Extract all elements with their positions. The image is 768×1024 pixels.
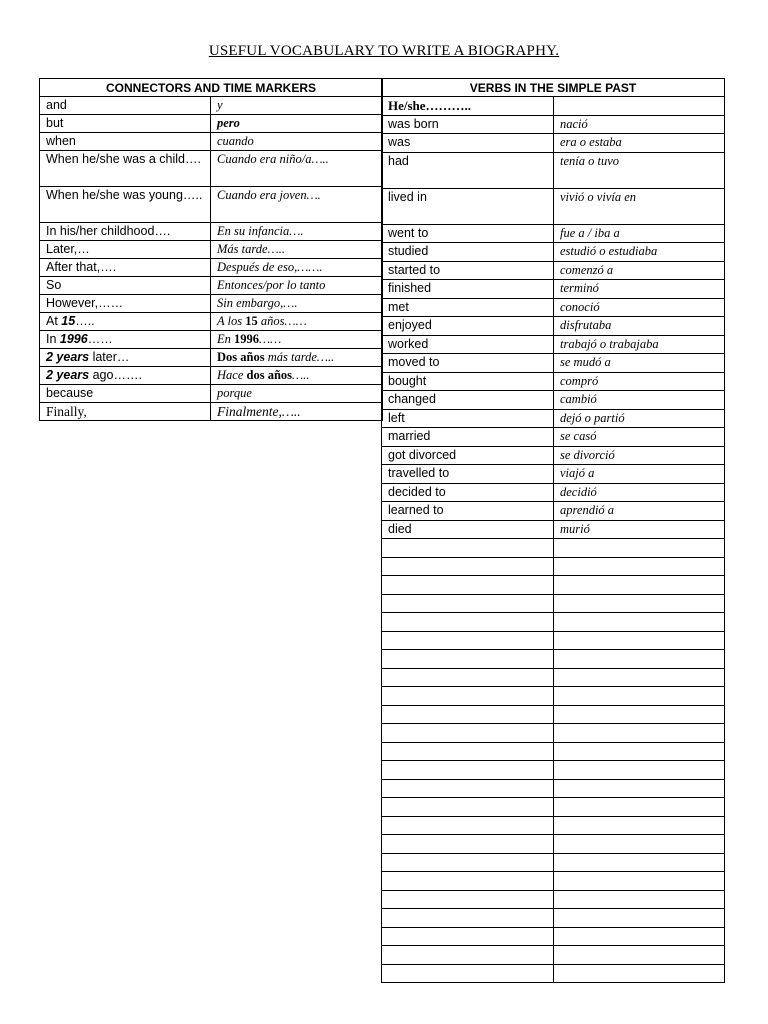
blank-cell[interactable] (554, 539, 725, 558)
connector-es: cuando (211, 133, 383, 151)
verb-en: went to (382, 224, 554, 243)
blank-cell[interactable] (554, 779, 725, 798)
table-row (40, 241, 383, 259)
blank-row (382, 650, 725, 669)
subject-cell: He/she……….. (382, 97, 554, 116)
verb-en: married (382, 428, 554, 447)
connector-en: but (40, 115, 211, 133)
table-row (40, 331, 383, 349)
connector-en: 2 years later… (40, 349, 211, 367)
connector-es: Finalmente,….. (211, 403, 383, 421)
blank-cell[interactable] (554, 742, 725, 761)
connector-es: En su infancia…. (211, 223, 383, 241)
blank-cell[interactable] (554, 853, 725, 872)
table-row (382, 243, 725, 262)
table-row (382, 224, 725, 243)
blank-cell[interactable] (554, 798, 725, 817)
blank-cell[interactable] (554, 631, 725, 650)
table-row (382, 483, 725, 502)
connector-en: Finally, (40, 403, 211, 421)
blank-row (382, 613, 725, 632)
verb-en: studied (382, 243, 554, 262)
blank-row (382, 890, 725, 909)
connector-es: Después de eso,……. (211, 259, 383, 277)
connector-es: porque (211, 385, 383, 403)
verb-en: was born (382, 115, 554, 134)
blank-cell[interactable] (382, 539, 554, 558)
blank-row (382, 816, 725, 835)
blank-row (382, 835, 725, 854)
verb-en: met (382, 298, 554, 317)
blank-row (382, 557, 725, 576)
connector-en: After that,…. (40, 259, 211, 277)
verb-es: vivió o vivía en (554, 188, 725, 224)
verb-en: decided to (382, 483, 554, 502)
table-row (382, 391, 725, 410)
blank-row (382, 705, 725, 724)
table-row (382, 372, 725, 391)
blank-row (382, 724, 725, 743)
connector-es: Sin embargo,…. (211, 295, 383, 313)
blank-cell[interactable] (554, 576, 725, 595)
blank-cell[interactable] (554, 705, 725, 724)
blank-cell[interactable] (554, 613, 725, 632)
connector-en: However,…… (40, 295, 211, 313)
connector-en: Later,… (40, 241, 211, 259)
blank-row (382, 964, 725, 983)
blank-row (382, 872, 725, 891)
connector-es: Cuando era niño/a….. (211, 151, 383, 187)
verb-es: conoció (554, 298, 725, 317)
blank-cell[interactable] (382, 816, 554, 835)
blank-row (382, 761, 725, 780)
verb-es: tenía o tuvo (554, 152, 725, 188)
table-row (382, 335, 725, 354)
verb-en: moved to (382, 354, 554, 373)
table-row (382, 115, 725, 134)
verb-en: died (382, 520, 554, 539)
verb-es: disfrutaba (554, 317, 725, 336)
blank-cell[interactable] (382, 798, 554, 817)
verb-es: se divorció (554, 446, 725, 465)
blank-cell[interactable] (382, 909, 554, 928)
table-row (40, 187, 383, 223)
blank-row (382, 594, 725, 613)
verb-es: terminó (554, 280, 725, 299)
table-row (40, 133, 383, 151)
table-row (40, 403, 383, 421)
verb-es: dejó o partió (554, 409, 725, 428)
connector-en: when (40, 133, 211, 151)
table-row (40, 277, 383, 295)
table-row (382, 261, 725, 280)
table-row (40, 97, 383, 115)
blank-cell[interactable] (554, 724, 725, 743)
blank-cell[interactable] (554, 872, 725, 891)
blank-cell[interactable] (382, 705, 554, 724)
table-row (382, 97, 725, 116)
verb-es: nació (554, 115, 725, 134)
blank-cell[interactable] (554, 927, 725, 946)
blank-row (382, 539, 725, 558)
blank-cell[interactable] (382, 835, 554, 854)
table-row (40, 313, 383, 331)
blank-row (382, 853, 725, 872)
blank-cell[interactable] (382, 927, 554, 946)
table-row (382, 317, 725, 336)
blank-cell[interactable] (382, 557, 554, 576)
connector-es: Entonces/por lo tanto (211, 277, 383, 295)
verb-es: comenzó a (554, 261, 725, 280)
blank-row (382, 576, 725, 595)
blank-cell[interactable] (554, 650, 725, 669)
verb-en: lived in (382, 188, 554, 224)
connector-en: So (40, 277, 211, 295)
verb-en: worked (382, 335, 554, 354)
blank-cell[interactable] (382, 576, 554, 595)
verb-es: aprendió a (554, 502, 725, 521)
verb-es: murió (554, 520, 725, 539)
blank-cell[interactable] (382, 946, 554, 965)
table-row (40, 259, 383, 277)
blank-row (382, 779, 725, 798)
verb-en: enjoyed (382, 317, 554, 336)
blank-row (382, 909, 725, 928)
table-row (40, 367, 383, 385)
verb-es: estudió o estudiaba (554, 243, 725, 262)
blank-cell[interactable] (554, 761, 725, 780)
blank-cell[interactable] (554, 557, 725, 576)
table-row (382, 134, 725, 153)
blank-row (382, 946, 725, 965)
blank-row (382, 631, 725, 650)
connector-es: Cuando era joven…. (211, 187, 383, 223)
verbs-table (381, 78, 725, 983)
connectors-table (39, 78, 383, 421)
blank-row (382, 668, 725, 687)
table-row (382, 280, 725, 299)
blank-cell[interactable] (554, 890, 725, 909)
table-row (382, 465, 725, 484)
blank-cell[interactable] (554, 909, 725, 928)
blank-cell[interactable] (382, 724, 554, 743)
verb-en: was (382, 134, 554, 153)
table-row (382, 188, 725, 224)
verb-en: finished (382, 280, 554, 299)
blank-cell[interactable] (382, 631, 554, 650)
verb-es: trabajó o trabajaba (554, 335, 725, 354)
table-row (382, 520, 725, 539)
table-row (382, 428, 725, 447)
verb-es: fue a / iba a (554, 224, 725, 243)
blank-cell[interactable] (382, 779, 554, 798)
connector-en: 2 years ago……. (40, 367, 211, 385)
table-row (382, 298, 725, 317)
connector-es: En 1996…… (211, 331, 383, 349)
blank-cell[interactable] (382, 761, 554, 780)
verb-en: travelled to (382, 465, 554, 484)
blank-cell[interactable] (382, 964, 554, 983)
connector-en: In his/her childhood…. (40, 223, 211, 241)
blank-cell[interactable] (554, 594, 725, 613)
connectors-header: CONNECTORS AND TIME MARKERS (40, 79, 383, 97)
blank-cell[interactable] (382, 650, 554, 669)
connector-en: because (40, 385, 211, 403)
verb-es: se casó (554, 428, 725, 447)
connector-es: A los 15 años…… (211, 313, 383, 331)
table-row (40, 115, 383, 133)
connector-en: In 1996…… (40, 331, 211, 349)
table-row (382, 446, 725, 465)
verb-en: bought (382, 372, 554, 391)
table-row (382, 502, 725, 521)
table-row (40, 151, 383, 187)
table-row (40, 223, 383, 241)
connector-es: Dos años más tarde….. (211, 349, 383, 367)
blank-cell[interactable] (554, 835, 725, 854)
verb-es: decidió (554, 483, 725, 502)
verb-es: compró (554, 372, 725, 391)
blank-cell[interactable] (382, 668, 554, 687)
connector-es: pero (211, 115, 383, 133)
connector-es: Hace dos años….. (211, 367, 383, 385)
connector-es: Más tarde….. (211, 241, 383, 259)
blank-cell[interactable] (382, 872, 554, 891)
connector-en: At 15….. (40, 313, 211, 331)
verb-en: left (382, 409, 554, 428)
blank-cell[interactable] (554, 816, 725, 835)
connector-es: y (211, 97, 383, 115)
blank-row (382, 687, 725, 706)
table-row (382, 152, 725, 188)
table-row (382, 409, 725, 428)
blank-row (382, 927, 725, 946)
verb-en: had (382, 152, 554, 188)
verb-es: se mudó a (554, 354, 725, 373)
connector-en: and (40, 97, 211, 115)
verb-es: cambió (554, 391, 725, 410)
blank-cell[interactable] (554, 687, 725, 706)
blank-cell[interactable] (382, 742, 554, 761)
connector-en: When he/she was young….. (40, 187, 211, 223)
blank-cell[interactable] (382, 687, 554, 706)
table-row (40, 385, 383, 403)
verbs-header: VERBS IN THE SIMPLE PAST (382, 79, 725, 97)
verb-en: changed (382, 391, 554, 410)
blank-row (382, 742, 725, 761)
blank-cell[interactable] (382, 613, 554, 632)
page-title: USEFUL VOCABULARY TO WRITE A BIOGRAPHY. (208, 43, 560, 59)
subject-translation-cell (554, 97, 725, 116)
verb-es: viajó a (554, 465, 725, 484)
blank-cell[interactable] (554, 964, 725, 983)
blank-cell[interactable] (554, 668, 725, 687)
verb-en: learned to (382, 502, 554, 521)
blank-cell[interactable] (382, 890, 554, 909)
blank-cell[interactable] (554, 946, 725, 965)
table-row (40, 295, 383, 313)
connector-en: When he/she was a child…. (40, 151, 211, 187)
verb-es: era o estaba (554, 134, 725, 153)
table-row (40, 349, 383, 367)
table-row (382, 354, 725, 373)
blank-cell[interactable] (382, 594, 554, 613)
verb-en: started to (382, 261, 554, 280)
verb-en: got divorced (382, 446, 554, 465)
blank-row (382, 798, 725, 817)
blank-cell[interactable] (382, 853, 554, 872)
